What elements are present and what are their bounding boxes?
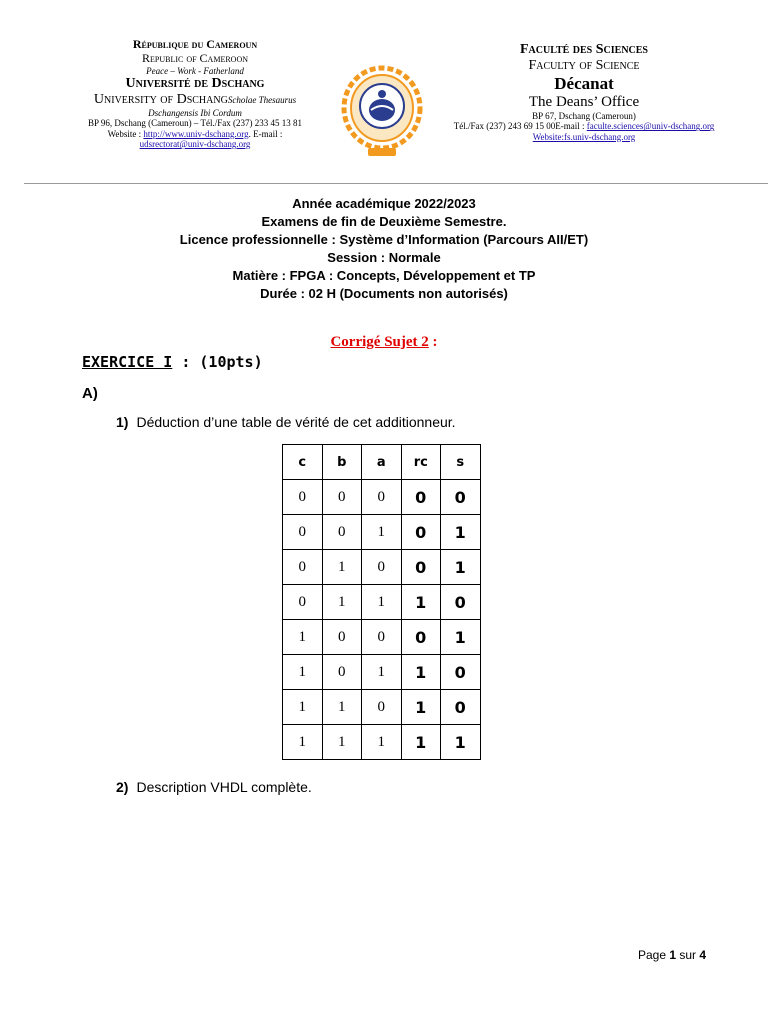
corrige-title: Corrigé Sujet 2 :	[330, 334, 438, 350]
header-a: a	[362, 445, 402, 480]
header-s: s	[441, 445, 481, 480]
cell-rc: 0	[401, 550, 441, 585]
cell-s: 0	[441, 480, 481, 515]
cell-s: 1	[441, 725, 481, 760]
cell-c: 1	[283, 690, 323, 725]
cell-rc: 0	[401, 480, 441, 515]
cell-c: 0	[283, 550, 323, 585]
cell-rc: 0	[401, 515, 441, 550]
page-sur: sur	[676, 948, 700, 962]
cell-rc: 1	[401, 655, 441, 690]
cell-rc: 1	[401, 585, 441, 620]
truth-table	[282, 444, 481, 760]
cell-c: 1	[283, 655, 323, 690]
university-address: BP 96, Dschang (Cameroun) – Tél./Fax (237) 233 45 13 81	[88, 118, 302, 129]
page-number: 1	[669, 948, 677, 962]
email-prefix: . E-mail :	[248, 128, 283, 139]
logo-ribbon	[368, 148, 396, 156]
decanat: Décanat	[554, 74, 614, 94]
cell-b: 0	[322, 480, 362, 515]
table-row	[283, 585, 481, 620]
university-en: University of Dschang	[93, 92, 228, 108]
cell-s: 1	[441, 550, 481, 585]
table-row	[283, 620, 481, 655]
cell-a: 0	[362, 480, 402, 515]
faculty-email-link[interactable]: faculte.sciences@univ-dschang.org	[586, 121, 715, 132]
question-2-text: Description VHDL complète.	[136, 779, 312, 795]
exercise-label: EXERCICE I	[82, 353, 173, 371]
deans-office: The Deans’ Office	[528, 93, 640, 110]
national-motto: Peace – Work - Fatherland	[146, 65, 244, 76]
cell-c: 0	[283, 480, 323, 515]
university-logo	[340, 64, 424, 160]
exercise-heading	[82, 353, 263, 371]
cell-b: 0	[322, 515, 362, 550]
page-word: Page	[638, 948, 670, 962]
logo-book	[369, 99, 395, 121]
table-row	[283, 550, 481, 585]
subject: Matière : FPGA : Concepts, Développement et TP	[232, 268, 536, 283]
faculty-fr: Faculté des Sciences	[519, 42, 648, 57]
cell-b: 1	[322, 585, 362, 620]
faculty-en: Faculty of Science	[528, 58, 640, 74]
cell-a: 0	[362, 550, 402, 585]
header-c: c	[283, 445, 323, 480]
header-divider	[24, 183, 768, 184]
cell-b: 0	[322, 620, 362, 655]
question-1	[116, 414, 456, 430]
table-row	[283, 690, 481, 725]
exercise-points: : (10pts)	[172, 353, 263, 371]
university-email-link[interactable]: udsrectorat@univ-dschang.org	[139, 139, 251, 150]
republic-en: Republic of Cameroon	[141, 50, 248, 65]
program: Licence professionnelle : Système d’Information (Parcours AII/ET)	[179, 232, 589, 247]
cell-a: 1	[362, 515, 402, 550]
cell-b: 0	[322, 655, 362, 690]
faculty-contact	[448, 121, 720, 131]
cell-rc: 1	[401, 725, 441, 760]
header-left	[60, 38, 330, 150]
faculty-tel: Tél./Fax (237) 243 69 15 00E-mail :	[453, 121, 587, 132]
faculty-website-link[interactable]: Website:fs.univ-dschang.org	[532, 131, 636, 142]
exam-info	[0, 195, 768, 303]
cell-s: 1	[441, 515, 481, 550]
cell-c: 1	[283, 725, 323, 760]
cell-c: 1	[283, 620, 323, 655]
cell-s: 1	[441, 620, 481, 655]
cell-a: 0	[362, 620, 402, 655]
table-row	[283, 725, 481, 760]
cell-a: 1	[362, 585, 402, 620]
page-footer	[638, 948, 706, 962]
exam-session-title: Examens de fin de Deuxième Semestre.	[261, 214, 507, 229]
cell-s: 0	[441, 690, 481, 725]
faculty-address: BP 67, Dschang (Cameroun)	[532, 110, 636, 121]
cell-b: 1	[322, 690, 362, 725]
table-row	[283, 515, 481, 550]
cell-rc: 1	[401, 690, 441, 725]
table-row	[283, 480, 481, 515]
section-a: A)	[82, 385, 98, 402]
university-latin: Dschangensis Ibi Cordum	[148, 108, 242, 119]
cell-b: 1	[322, 550, 362, 585]
page-total: 4	[699, 948, 707, 962]
cell-c: 0	[283, 585, 323, 620]
truth-table-header	[283, 445, 481, 480]
question-2	[116, 779, 312, 795]
corrige-label: Corrigé Sujet 2	[330, 334, 429, 350]
table-row	[283, 655, 481, 690]
university-website-line	[60, 129, 330, 139]
website-prefix: Website :	[107, 128, 144, 139]
question-1-text: Déduction d’une table de vérité de cet additionneur.	[136, 414, 456, 430]
university-en-line	[60, 92, 330, 108]
academic-year: Année académique 2022/2023	[292, 196, 476, 211]
cell-c: 0	[283, 515, 323, 550]
question-2-number: 2)	[116, 779, 129, 795]
question-1-number: 1)	[116, 414, 129, 430]
cell-rc: 0	[401, 620, 441, 655]
university-website-link[interactable]: http://www.univ-dschang.org	[143, 128, 249, 139]
header-b: b	[322, 445, 362, 480]
header-right	[448, 42, 720, 142]
cell-a: 0	[362, 690, 402, 725]
cell-a: 1	[362, 725, 402, 760]
header-rc: rc	[401, 445, 441, 480]
republic-fr: République du Cameroun	[132, 37, 258, 51]
cell-b: 1	[322, 725, 362, 760]
university-motto: Scholae Thesaurus	[227, 95, 297, 106]
session: Session : Normale	[327, 250, 441, 265]
duration: Durée : 02 H (Documents non autorisés)	[260, 286, 508, 301]
cell-a: 1	[362, 655, 402, 690]
cell-s: 0	[441, 585, 481, 620]
university-fr: Université de Dschang	[125, 75, 265, 91]
cell-s: 0	[441, 655, 481, 690]
